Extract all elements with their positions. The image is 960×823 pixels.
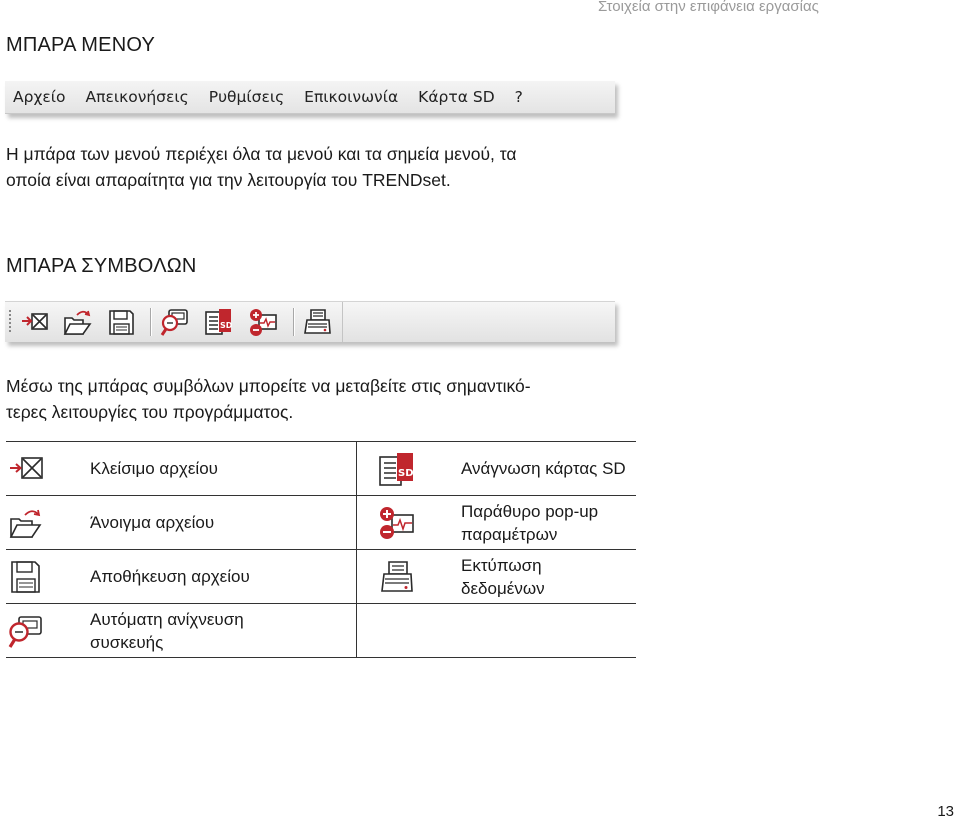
read-sd-card-icon (203, 306, 235, 338)
toolbar-grip (9, 310, 11, 334)
menu-item-views: Απεικονήσεις (85, 88, 189, 106)
toolbar-description: Μέσω της μπάρας συμβόλων μπορείτε να μεταβείτε στις σημαντικό- τερες λειτουργίες του προγράμματος. (6, 376, 531, 422)
close-file-icon (6, 452, 44, 486)
legend-label: Παράθυρο pop-up παραμέτρων (461, 496, 636, 550)
auto-detect-device-icon (6, 612, 44, 650)
menu-bar-description: Η μπάρα των μενού περιέχει όλα τα μενού και τα σημεία μενού, τα οποία είναι απαραίτητα για την λειτουργία του TRENDset. (6, 144, 517, 190)
toolbar-separator (293, 308, 294, 336)
icon-legend-table (6, 441, 636, 658)
page-number: 13 (937, 803, 954, 820)
print-data-icon (377, 559, 417, 595)
auto-detect-device-icon (159, 306, 191, 338)
menu-item-file: Αρχείο (13, 88, 66, 106)
toolbar-title: ΜΠΑΡΑ ΣΥΜΒΟΛΩΝ (6, 255, 197, 277)
table-row (6, 604, 636, 658)
menu-bar-screenshot (5, 81, 615, 114)
read-sd-card-icon (377, 450, 417, 488)
parameter-popup-icon (377, 504, 417, 542)
toolbar-separator (150, 308, 151, 336)
table-row (6, 550, 636, 604)
table-row (6, 442, 636, 496)
menu-bar-title: ΜΠΑΡΑ ΜΕΝΟΥ (6, 34, 155, 56)
table-row (6, 496, 636, 550)
section-header: Στοιχεία στην επιφάνεια εργασίας (598, 0, 819, 15)
menu-item-help: ? (514, 88, 523, 106)
print-data-icon (301, 306, 333, 338)
legend-label: Αυτόματη ανίχνευση συσκευής (76, 604, 357, 658)
menu-item-sd-card: Κάρτα SD (418, 88, 495, 106)
legend-label: Άνοιγμα αρχείου (76, 496, 357, 550)
toolbar-divider (342, 302, 343, 342)
save-file-icon (105, 306, 137, 338)
menu-item-communication: Επικοινωνία (304, 88, 399, 106)
toolbar-screenshot (5, 301, 615, 342)
svg-text:SD: SD (220, 321, 233, 330)
open-file-icon (6, 505, 44, 541)
close-file-icon (19, 306, 51, 338)
legend-label: Εκτύπωση δεδομένων (461, 550, 636, 604)
legend-label: Κλείσιμο αρχείου (76, 442, 357, 496)
save-file-icon (6, 559, 44, 595)
parameter-popup-icon (247, 306, 279, 338)
menu-item-settings: Ρυθμίσεις (208, 88, 285, 106)
legend-label: Αποθήκευση αρχείου (76, 550, 357, 604)
open-file-icon (61, 306, 93, 338)
legend-label: Ανάγνωση κάρτας SD (461, 442, 636, 496)
svg-text:SD: SD (398, 467, 414, 479)
